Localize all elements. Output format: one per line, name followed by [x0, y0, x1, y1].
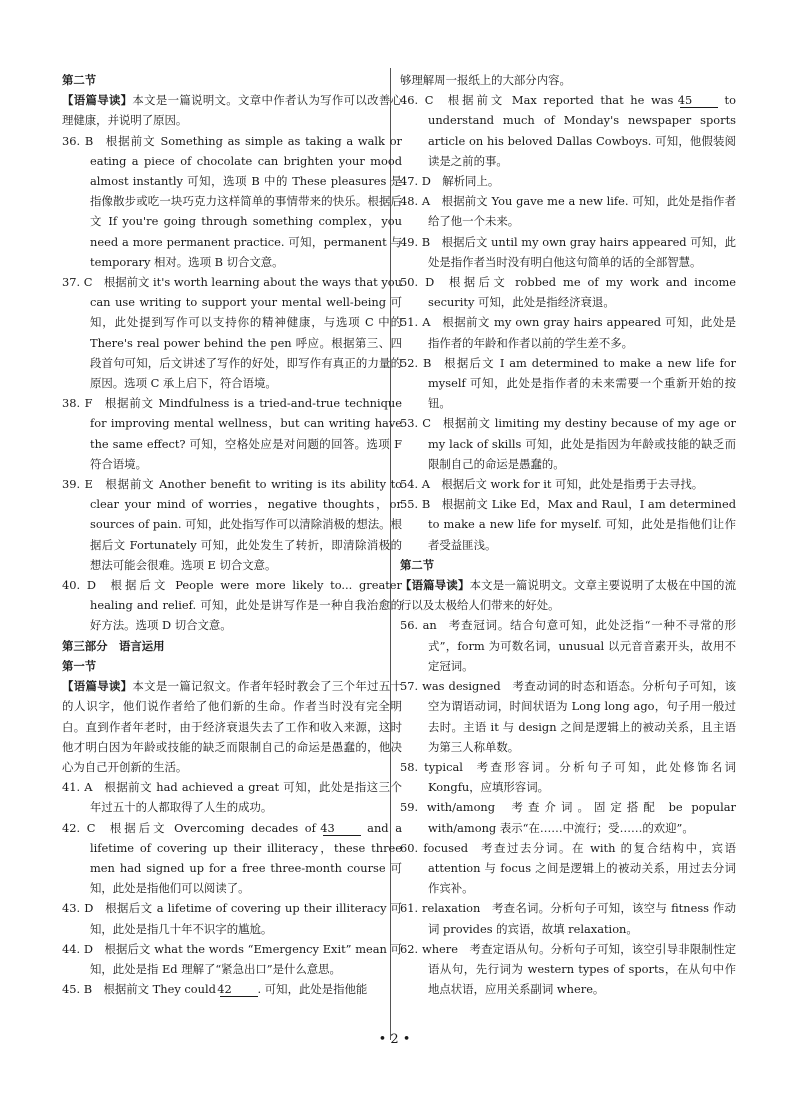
answer-explanation: 根据前文 it's worth learning about the ways that you can use writing to support your mental well-being 可知，此处提到写作可以支持你的精神健康，与选项 C 中的 There's real power behind the pen 呼应。根据第三、四段首句可知，后文讲述了写作的好处，即写作有真正的力量的原因。选项 C 承上启下，符合语境。 [90, 275, 403, 391]
answer-item [400, 413, 736, 474]
answer-number: 53. C [400, 416, 431, 431]
answer-item [400, 353, 736, 414]
answer-item [400, 232, 736, 272]
answer-number: 54. A [400, 477, 430, 492]
answer-item: 46. C 根据前文 Max reported that he was 45 to understand much of Monday's newspaper sports article on his beloved Dallas Cowboys. 可知，他假装阅读是之前的事。 [400, 93, 736, 168]
section-title: 第二节 [62, 73, 97, 87]
answer-item [400, 312, 736, 352]
answer-item: 41. A 根据前文 had achieved a great 可知，此处是指这三个年过五十的人都取得了人生的成功。 [62, 780, 402, 815]
answer-explanation: 解析同上。 [442, 174, 500, 189]
answer-item [62, 575, 402, 636]
answer-explanation: 根据前文 Something as simple as taking a walk or eating a piece of chocolate can brighten your mood almost instantly 可知，选项 B 中的 These pleasures 是指像散步或吃一块巧克力这样简单的事情带来的快乐。根据后文 If you're going through something complex，you need a more permanent practice. 可知，permanent 与 temporary 相对。选项 B 切合文意。 [90, 133, 402, 269]
answer-number: 47. D [400, 174, 431, 189]
answer-number: 62. where [400, 941, 458, 956]
answer-item [400, 615, 736, 676]
blank-line: 45 [680, 93, 718, 108]
answer-number: 55. B [400, 497, 431, 512]
answer-number: 51. A [400, 315, 431, 330]
answer-explanation: 考查定语从句。分析句子可知，该空引导非限制性定语从句，先行词为 western types of sports，在从句中作地点状语，应用关系副词 where。 [428, 941, 736, 997]
answer-explanation: 根据前文 Mindfulness is a tried-and-true technique for improving mental wellness，but can writing have the same effect? 可知，空格处应是对问题的回答。选项 F 符合语境。 [90, 396, 403, 471]
answer-item [400, 191, 736, 231]
answer-explanation: 根据前文 limiting my destiny because of my age or my lack of skills 可知，此处是指因为年龄或技能的缺乏而限制自己的命运是愚蠢的。 [428, 416, 736, 471]
section-title: 第二节 [400, 557, 435, 572]
guide-text: 本文是一篇说明文。文章中作者认为写作可以改善心理健康，并说明了原因。 [62, 93, 402, 128]
answer-number: 52. B [400, 355, 432, 370]
answer-item [400, 171, 736, 191]
answer-item [400, 494, 736, 555]
part-title: 第三部分 语言运用 [62, 638, 165, 653]
page-number: • 2 • [378, 1032, 411, 1047]
answer-item [62, 272, 402, 393]
guide-text: 本文是一篇记叙文。作者年轻时教会了三个年过五十的人识字，他们说作者给了他们新的生命。作者当时没有完全明白。直到作者年老时，由于经济衰退失去了工作和收入来源，这时他才明白因为年龄或技能的缺乏而限制自己的命运是愚蠢的，他决心为自己开创新的生活。 [62, 679, 402, 774]
answer-item [400, 797, 736, 837]
answer-explanation: 考查冠词。结合句意可知，此处泛指“一种不寻常的形式”，form 为可数名词，unusual 以元音音素开头，故用不定冠词。 [428, 618, 736, 673]
answer-list [400, 171, 736, 555]
answer-number: 38. F [62, 396, 93, 411]
answer-list [62, 131, 402, 636]
answer-item [400, 939, 736, 1000]
answer-item: 44. D 根据后文 what the words “Emergency Exit” mean 可知，此处是指 Ed 理解了“紧急出口”是什么意思。 [62, 941, 403, 976]
blank-line: 43 [323, 821, 361, 836]
answer-list [400, 615, 736, 999]
answer-number: 58. typical [400, 759, 463, 774]
answer-item [62, 131, 402, 272]
answer-number: 60. focused [400, 840, 469, 855]
answer-explanation: 考查形容词。分析句子可知，此处修饰名词 Kongfu，应填形容词。 [428, 759, 736, 795]
answer-explanation: 根据后文 until my own gray hairs appeared 可知，此处是指作者当时没有明白他这句简单的话的全部智慧。 [428, 234, 737, 269]
blank-line: 42 [220, 982, 258, 997]
continued-text: 够理解周一报纸上的大部分内容。 [400, 73, 571, 87]
answer-item: 45. B 根据前文 They could 42 . 可知，此处是指他能 [62, 982, 368, 997]
answer-item [62, 393, 402, 474]
guide-label: 【语篇导读】 [62, 93, 133, 108]
answer-explanation: 根据后文 People were more likely to... greater healing and relief. 可知，此处是讲写作是一种自我治愈的好方法。选项 D 切合文意。 [90, 578, 402, 633]
answer-item [400, 757, 736, 797]
answer-number: 48. A [400, 194, 431, 209]
answer-item [400, 474, 736, 494]
answer-number: 36. B [62, 133, 94, 148]
reading-guide [400, 575, 736, 615]
answer-explanation: 考查动词的时态和语态。分析句子可知，该空为谓语动词，时间状语为 Long long ago，句子用一般过去时。主语 it 与 design 之间是逻辑上的被动关系，且主语为第三人称单数。 [428, 679, 736, 754]
guide-label: 【语篇导读】 [62, 679, 133, 694]
reading-guide [62, 90, 402, 130]
answer-explanation: 根据前文 Like Ed，Max and Raul，I am determined to make a new life for myself. 可知，此处是指他们让作者受益匪浅。 [428, 497, 736, 552]
answer-item: 42. C 根据后文 Overcoming decades of 43 and a lifetime of covering up their illiteracy，these three men had signed up for a free three-month course 可知，此处是指他们可以阅读了。 [62, 820, 403, 896]
answer-number: 37. C [62, 275, 93, 290]
guide-label: 【语篇导读】 [400, 578, 470, 593]
answer-number: 49. B [400, 234, 431, 249]
answer-number: 57. was designed [400, 679, 501, 694]
left-column [62, 70, 402, 999]
section-title: 第一节 [62, 658, 97, 673]
answer-explanation: 考查过去分词。在 with 的复合结构中，宾语 attention 与 focus 之间是逻辑上的被动关系，用过去分词作宾补。 [428, 840, 736, 896]
answer-explanation: 根据前文 You gave me a new life. 可知，此处是指作者给了他一个未来。 [428, 194, 736, 229]
answer-explanation: 根据后文 work for it 可知，此处是指勇于去寻找。 [441, 477, 704, 492]
answer-item [400, 676, 736, 757]
guide-text: 本文是一篇说明文。文章主要说明了太极在中国的流行以及太极给人们带来的好处。 [400, 578, 736, 613]
answer-explanation: 根据后文 robbed me of my work and income security 可知，此处是指经济衰退。 [428, 275, 736, 310]
answer-number: 59. with/among [400, 800, 496, 815]
answer-item [400, 838, 736, 899]
answer-number: 39. E [62, 477, 93, 492]
answer-number: 61. relaxation [400, 901, 481, 916]
answer-explanation: 考查介词。固定搭配 be popular with/among 表示“在……中流行；受……的欢迎”。 [428, 800, 736, 835]
answer-explanation: 根据前文 my own gray hairs appeared 可知，此处是指作者的年龄和作者以前的学生差不多。 [428, 315, 737, 350]
answer-number: 50. D [400, 275, 435, 290]
answer-item [400, 898, 736, 938]
answer-item [62, 474, 402, 575]
answer-explanation: 根据后文 I am determined to make a new life for myself 可知，此处是指作者的未来需要一个重新开始的按钮。 [428, 355, 736, 411]
reading-guide [62, 676, 402, 777]
answer-number: 40. D [62, 578, 96, 593]
answer-explanation: 根据前文 Another benefit to writing is its ability to clear your mind of worries，negative thoughts，or sources of pain. 可知，此处指写作可以清除消极的想法。根据后文 Fortunately 可知，此处发生了转折，即清除消极的想法可能会很难。选项 E 切合文意。 [90, 477, 403, 572]
answer-item: 43. D 根据后文 a lifetime of covering up their illiteracy 可知，此处是指几十年不识字的尴尬。 [62, 901, 402, 936]
right-column [400, 70, 736, 999]
answer-explanation: 考查名词。分析句子可知，该空与 fitness 作动词 provides 的宾语，故填 relaxation。 [428, 901, 736, 936]
answer-number: 56. an [400, 618, 437, 633]
answer-item [400, 272, 736, 312]
